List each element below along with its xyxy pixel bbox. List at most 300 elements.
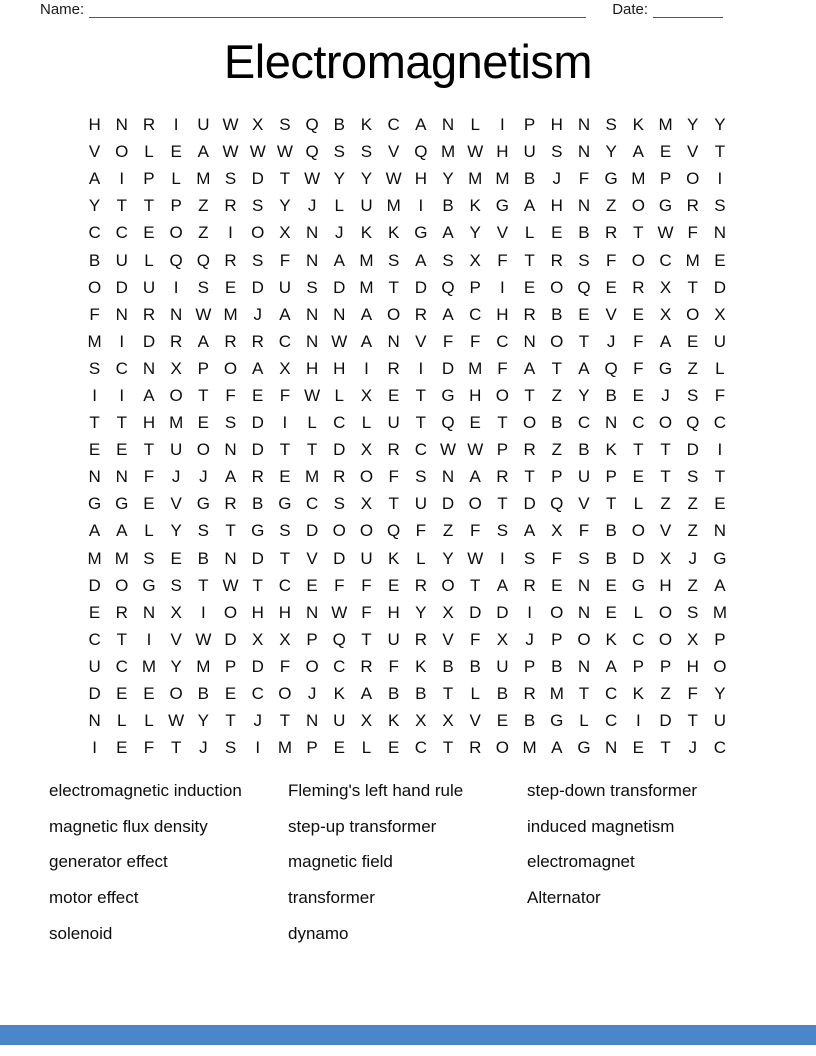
grid-letter: W xyxy=(467,548,484,568)
grid-letter: O xyxy=(332,521,346,541)
grid-letter: C xyxy=(88,223,101,243)
grid-letter: G xyxy=(441,385,455,405)
grid-letter: R xyxy=(333,467,346,487)
grid-letter: H xyxy=(496,142,509,162)
grid-letter: T xyxy=(633,440,644,460)
grid-letter: J xyxy=(253,711,262,731)
grid-letter: S xyxy=(224,413,237,433)
grid-letter: T xyxy=(225,711,236,731)
grid-letter: W xyxy=(304,169,321,189)
word-bank-item: induced magnetism xyxy=(527,816,675,836)
grid-letter: L xyxy=(171,169,181,189)
grid-letter: N xyxy=(713,521,727,541)
grid-letter: A xyxy=(523,521,536,541)
word-bank-item: electromagnet xyxy=(527,852,635,872)
grid-letter: K xyxy=(360,223,373,243)
grid-letter: D xyxy=(441,358,455,378)
grid-letter: Y xyxy=(714,115,726,135)
grid-letter: M xyxy=(196,656,211,676)
grid-letter: S xyxy=(279,521,291,541)
grid-letter: Z xyxy=(551,440,562,460)
grid-letter: E xyxy=(88,602,101,622)
grid-letter: E xyxy=(523,277,536,297)
grid-letter: Q xyxy=(332,629,346,649)
grid-letter: J xyxy=(688,548,697,568)
grid-letter: R xyxy=(496,467,509,487)
grid-letter: D xyxy=(224,629,237,649)
grid-letter: F xyxy=(279,656,291,676)
grid-letter: I xyxy=(500,277,505,297)
grid-letter: C xyxy=(577,413,591,433)
grid-letter: T xyxy=(578,684,590,704)
grid-letter: D xyxy=(523,494,536,514)
grid-letter: R xyxy=(605,223,618,243)
grid-letter: D xyxy=(496,602,509,622)
grid-letter: A xyxy=(197,142,210,162)
grid-letter: M xyxy=(196,169,211,189)
grid-letter: C xyxy=(305,494,319,514)
grid-letter: N xyxy=(577,656,591,676)
grid-letter: S xyxy=(415,467,427,487)
grid-letter: O xyxy=(359,467,374,487)
grid-letter: Z xyxy=(442,521,454,541)
grid-letter: D xyxy=(469,602,482,622)
grid-letter: A xyxy=(632,142,645,162)
grid-letter: H xyxy=(686,656,699,676)
name-blank-line xyxy=(89,3,586,18)
grid-letter: B xyxy=(415,684,427,704)
grid-letter: S xyxy=(551,142,563,162)
grid-letter: X xyxy=(170,602,182,622)
grid-letter: R xyxy=(142,304,156,324)
grid-letter: P xyxy=(659,169,672,189)
grid-letter: T xyxy=(279,548,291,568)
grid-letter: W xyxy=(440,440,457,460)
grid-letter: E xyxy=(605,277,617,297)
grid-letter: X xyxy=(170,358,182,378)
grid-letter: O xyxy=(631,250,645,270)
grid-letter: L xyxy=(307,413,317,433)
grid-letter: F xyxy=(633,358,644,378)
grid-letter: F xyxy=(497,250,508,270)
grid-letter: T xyxy=(361,629,372,649)
grid-letter: C xyxy=(713,738,727,758)
grid-letter: T xyxy=(306,440,318,460)
grid-letter: N xyxy=(577,196,591,216)
grid-letter: V xyxy=(659,521,672,541)
grid-letter: B xyxy=(442,196,454,216)
grid-letter: S xyxy=(279,115,291,135)
grid-letter: Q xyxy=(441,277,455,297)
grid-letter: L xyxy=(117,711,127,731)
grid-letter: T xyxy=(470,575,481,595)
grid-letter: O xyxy=(658,413,673,433)
grid-letter: F xyxy=(361,602,372,622)
grid-letter: A xyxy=(116,521,128,541)
grid-letter: O xyxy=(713,656,727,676)
grid-letter: S xyxy=(143,548,155,568)
grid-letter: Q xyxy=(169,250,183,270)
grid-letter: B xyxy=(469,656,481,676)
grid-letter: H xyxy=(278,602,292,622)
grid-letter: C xyxy=(115,223,128,243)
grid-letter: M xyxy=(305,467,320,487)
grid-letter: E xyxy=(224,684,237,704)
grid-letter: N xyxy=(577,575,591,595)
grid-letter: K xyxy=(387,711,400,731)
grid-letter: A xyxy=(333,250,345,270)
grid-letter: M xyxy=(277,738,292,758)
grid-letter: E xyxy=(605,575,617,595)
grid-letter: I xyxy=(635,711,641,731)
grid-letter: V xyxy=(306,548,318,568)
grid-letter: F xyxy=(633,331,644,351)
grid-letter: W xyxy=(331,331,348,351)
word-bank-column xyxy=(288,773,463,951)
grid-letter: L xyxy=(633,494,644,514)
grid-letter: U xyxy=(197,115,210,135)
grid-letter: J xyxy=(688,738,697,758)
grid-letter: Z xyxy=(198,223,209,243)
grid-letter: T xyxy=(442,738,454,758)
grid-letter: I xyxy=(527,602,532,622)
grid-letter: T xyxy=(687,277,698,297)
grid-letter: N xyxy=(115,304,128,324)
grid-letter: N xyxy=(441,467,455,487)
grid-letter: Y xyxy=(279,196,291,216)
word-bank-item: Fleming's left hand rule xyxy=(288,780,464,800)
grid-letter: O xyxy=(359,521,374,541)
grid-letter: T xyxy=(279,440,291,460)
grid-letter: A xyxy=(88,169,101,189)
grid-letter: D xyxy=(333,440,346,460)
grid-letter: I xyxy=(717,440,723,460)
grid-letter: S xyxy=(687,602,699,622)
grid-letter: I xyxy=(282,413,288,433)
grid-letter: T xyxy=(415,385,427,405)
grid-letter: X xyxy=(415,711,427,731)
grid-letter: R xyxy=(523,440,536,460)
grid-letter: I xyxy=(200,602,206,622)
grid-letter: T xyxy=(89,413,100,433)
grid-letter: C xyxy=(605,711,618,731)
grid-letter: F xyxy=(578,169,590,189)
grid-letter: S xyxy=(197,521,210,541)
grid-letter: T xyxy=(714,142,726,162)
grid-letter: T xyxy=(279,711,291,731)
grid-letter: Z xyxy=(687,521,698,541)
grid-letter: H xyxy=(88,115,101,135)
grid-letter: I xyxy=(364,358,369,378)
grid-letter: P xyxy=(197,358,210,378)
grid-letter: T xyxy=(524,385,535,405)
grid-letter: X xyxy=(496,629,509,649)
grid-letter: T xyxy=(170,738,182,758)
grid-letter: M xyxy=(223,304,238,324)
grid-letter: T xyxy=(198,575,209,595)
grid-letter: M xyxy=(685,250,700,270)
grid-letter: Q xyxy=(387,521,401,541)
grid-letter: U xyxy=(523,142,536,162)
grid-letter: X xyxy=(360,440,373,460)
grid-letter: N xyxy=(577,602,591,622)
grid-letter: U xyxy=(496,656,509,676)
grid-letter: H xyxy=(496,304,509,324)
worksheet-header xyxy=(40,1,776,18)
grid-letter: D xyxy=(142,331,156,351)
grid-letter: B xyxy=(605,385,617,405)
grid-letter: T xyxy=(388,494,399,514)
grid-letter: T xyxy=(524,467,535,487)
grid-letter: F xyxy=(279,250,291,270)
grid-letter: N xyxy=(305,250,319,270)
grid-letter: N xyxy=(605,413,618,433)
word-bank-item: transformer xyxy=(288,887,375,907)
grid-letter: F xyxy=(687,684,698,704)
grid-letter: O xyxy=(550,602,564,622)
grid-letter: T xyxy=(415,413,427,433)
grid-letter: Y xyxy=(442,169,454,189)
grid-letter: N xyxy=(605,738,618,758)
word-bank-item: magnetic field xyxy=(288,852,393,872)
grid-letter: I xyxy=(418,196,424,216)
word-bank-column xyxy=(527,773,697,916)
grid-letter: V xyxy=(387,142,400,162)
grid-letter: E xyxy=(224,277,237,297)
grid-letter: B xyxy=(496,684,509,704)
grid-letter: X xyxy=(252,115,264,135)
grid-letter: S xyxy=(306,277,318,297)
grid-letter: I xyxy=(418,358,424,378)
grid-letter: F xyxy=(361,575,372,595)
grid-letter: N xyxy=(305,331,319,351)
grid-letter: J xyxy=(307,196,317,216)
grid-letter: O xyxy=(550,277,564,297)
grid-letter: E xyxy=(143,494,155,514)
grid-letter: L xyxy=(144,711,154,731)
grid-letter: L xyxy=(524,223,535,243)
grid-letter: P xyxy=(659,656,672,676)
grid-letter: T xyxy=(279,169,291,189)
grid-letter: E xyxy=(197,413,210,433)
grid-letter: A xyxy=(659,331,672,351)
grid-letter: B xyxy=(442,656,454,676)
grid-letter: V xyxy=(442,629,454,649)
grid-letter: H xyxy=(333,358,346,378)
grid-letter: A xyxy=(415,250,427,270)
grid-letter: H xyxy=(142,413,156,433)
grid-letter: R xyxy=(115,602,128,622)
grid-letter: F xyxy=(89,304,100,324)
grid-letter: T xyxy=(660,467,671,487)
grid-letter: D xyxy=(333,277,346,297)
grid-letter: G xyxy=(115,494,129,514)
grid-letter: E xyxy=(551,575,563,595)
grid-letter: W xyxy=(195,304,212,324)
grid-letter: V xyxy=(687,142,699,162)
grid-letter: B xyxy=(523,169,536,189)
grid-letter: A xyxy=(442,223,454,243)
grid-letter: T xyxy=(198,385,209,405)
grid-letter: A xyxy=(605,656,617,676)
grid-letter: J xyxy=(606,331,616,351)
grid-letter: E xyxy=(387,385,400,405)
grid-letter: M xyxy=(522,738,537,758)
wordsearch-grid xyxy=(81,111,734,761)
grid-letter: A xyxy=(714,575,726,595)
grid-letter: L xyxy=(470,684,480,704)
grid-letter: U xyxy=(333,711,346,731)
name-label: Name: xyxy=(40,1,85,18)
grid-letter: N xyxy=(305,223,319,243)
grid-letter: E xyxy=(659,142,672,162)
grid-letter: F xyxy=(442,331,454,351)
grid-letter: U xyxy=(387,413,400,433)
grid-letter: J xyxy=(199,738,208,758)
grid-letter: H xyxy=(550,115,563,135)
grid-letter: E xyxy=(170,142,182,162)
grid-letter: C xyxy=(605,684,618,704)
grid-letter: W xyxy=(249,142,266,162)
word-bank-item: dynamo xyxy=(288,923,349,943)
grid-letter: G xyxy=(495,196,510,216)
grid-letter: P xyxy=(306,629,318,649)
grid-letter: F xyxy=(687,223,698,243)
grid-letter: L xyxy=(361,413,372,433)
grid-letter: M xyxy=(359,250,374,270)
grid-letter: E xyxy=(687,331,699,351)
grid-letter: K xyxy=(360,115,373,135)
grid-letter: N xyxy=(305,711,319,731)
grid-letter: K xyxy=(469,196,481,216)
grid-letter: B xyxy=(523,711,536,731)
grid-letter: P xyxy=(170,196,182,216)
grid-letter: X xyxy=(442,711,454,731)
grid-letter: E xyxy=(551,223,563,243)
grid-letter: X xyxy=(360,385,373,405)
grid-letter: P xyxy=(469,277,481,297)
grid-letter: O xyxy=(658,602,673,622)
grid-letter: S xyxy=(387,250,400,270)
grid-letter: U xyxy=(713,711,727,731)
grid-letter: R xyxy=(224,331,237,351)
grid-letter: T xyxy=(687,711,698,731)
grid-letter: S xyxy=(252,196,264,216)
grid-letter: F xyxy=(334,575,345,595)
grid-letter: R xyxy=(523,575,536,595)
grid-letter: N xyxy=(713,223,727,243)
grid-letter: X xyxy=(442,602,454,622)
grid-letter: U xyxy=(387,629,400,649)
grid-letter: P xyxy=(551,629,563,649)
grid-letter: W xyxy=(222,142,239,162)
grid-letter: W xyxy=(467,142,484,162)
grid-letter: U xyxy=(142,277,156,297)
grid-letter: Y xyxy=(578,385,590,405)
grid-letter: B xyxy=(578,440,590,460)
grid-letter: R xyxy=(550,250,563,270)
grid-letter: E xyxy=(116,738,128,758)
grid-letter: V xyxy=(88,142,101,162)
grid-letter: E xyxy=(632,738,645,758)
grid-letter: O xyxy=(468,494,482,514)
grid-letter: I xyxy=(173,115,179,135)
grid-letter: D xyxy=(632,548,645,568)
grid-letter: N xyxy=(577,115,591,135)
grid-letter: H xyxy=(305,358,319,378)
grid-letter: X xyxy=(469,250,481,270)
grid-letter: W xyxy=(657,223,674,243)
grid-letter: J xyxy=(661,385,670,405)
grid-letter: R xyxy=(251,467,264,487)
grid-letter: X xyxy=(687,629,699,649)
grid-letter: A xyxy=(523,358,536,378)
grid-letter: C xyxy=(387,115,400,135)
grid-letter: S xyxy=(687,385,699,405)
grid-letter: D xyxy=(251,656,264,676)
grid-letter: Q xyxy=(441,413,455,433)
grid-letter: I xyxy=(146,629,152,649)
grid-letter: A xyxy=(360,304,373,324)
grid-letter: C xyxy=(469,304,482,324)
grid-letter: C xyxy=(333,413,346,433)
grid-letter: E xyxy=(605,602,617,622)
grid-letter: S xyxy=(714,196,726,216)
grid-letter: E xyxy=(496,711,509,731)
grid-letter: O xyxy=(631,521,645,541)
grid-letter: A xyxy=(360,684,373,704)
grid-letter: J xyxy=(253,304,262,324)
grid-letter: E xyxy=(279,467,291,487)
grid-letter: N xyxy=(224,548,237,568)
grid-letter: Z xyxy=(660,684,671,704)
grid-letter: O xyxy=(305,656,319,676)
grid-letter: B xyxy=(551,413,563,433)
grid-letter: N xyxy=(333,304,346,324)
grid-letter: E xyxy=(333,738,345,758)
grid-letter: O xyxy=(278,684,292,704)
grid-letter: L xyxy=(715,358,725,378)
grid-letter: T xyxy=(497,413,508,433)
word-bank-item: step-down transformer xyxy=(527,780,698,800)
grid-letter: Z xyxy=(687,575,698,595)
grid-letter: B xyxy=(605,521,617,541)
grid-letter: J xyxy=(525,629,534,649)
grid-letter: G xyxy=(414,223,428,243)
grid-letter: W xyxy=(222,575,239,595)
grid-letter: O xyxy=(495,385,510,405)
grid-letter: R xyxy=(251,331,264,351)
grid-letter: Y xyxy=(469,223,481,243)
grid-letter: A xyxy=(279,304,291,324)
grid-letter: W xyxy=(195,629,212,649)
grid-letter: G xyxy=(196,494,210,514)
grid-letter: V xyxy=(170,494,182,514)
grid-letter: C xyxy=(414,440,427,460)
grid-letter: R xyxy=(469,738,482,758)
grid-letter: I xyxy=(119,385,125,405)
grid-letter: O xyxy=(169,684,183,704)
grid-letter: H xyxy=(469,385,482,405)
grid-letter: X xyxy=(551,521,563,541)
grid-letter: F xyxy=(225,385,236,405)
grid-letter: P xyxy=(605,467,617,487)
grid-letter: N xyxy=(115,115,128,135)
grid-letter: C xyxy=(414,738,427,758)
grid-letter: H xyxy=(550,196,563,216)
grid-letter: X xyxy=(360,711,373,731)
grid-letter: F xyxy=(497,358,508,378)
